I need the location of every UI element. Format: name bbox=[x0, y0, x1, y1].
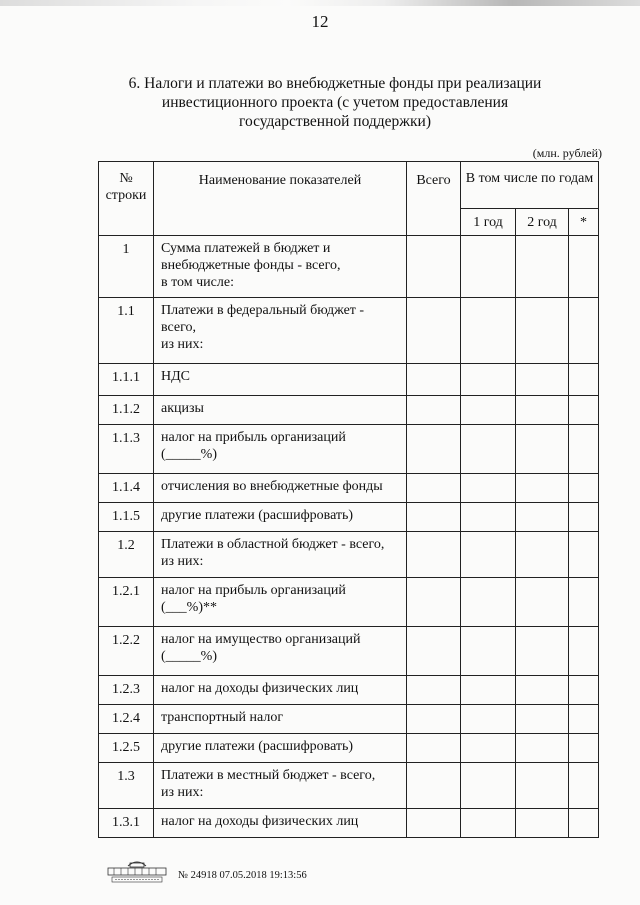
row-number: 1.2.3 bbox=[99, 676, 154, 705]
star-cell[interactable] bbox=[569, 578, 599, 627]
indicator-name-line: акцизы bbox=[161, 401, 204, 416]
year-1-cell[interactable] bbox=[461, 236, 516, 298]
year-1-cell[interactable] bbox=[461, 364, 516, 396]
year-2-cell[interactable] bbox=[516, 364, 569, 396]
year-2-cell[interactable] bbox=[516, 425, 569, 474]
year-2-cell[interactable] bbox=[516, 578, 569, 627]
row-number: 1.2 bbox=[99, 532, 154, 578]
indicator-name bbox=[154, 474, 407, 503]
table-row bbox=[99, 396, 599, 425]
table-row bbox=[99, 627, 599, 676]
table-row bbox=[99, 236, 599, 298]
indicator-name-line: другие платежи (расшифровать) bbox=[161, 508, 354, 523]
indicator-name-line: отчисления во внебюджетные фонды bbox=[161, 479, 383, 494]
total-cell[interactable] bbox=[407, 236, 461, 298]
star-cell[interactable] bbox=[569, 532, 599, 578]
total-cell[interactable] bbox=[407, 676, 461, 705]
indicator-name bbox=[154, 396, 407, 425]
star-cell[interactable] bbox=[569, 474, 599, 503]
indicator-name-line: (_____%) bbox=[161, 649, 217, 664]
row-number: 1.2.1 bbox=[99, 578, 154, 627]
year-2-cell[interactable] bbox=[516, 503, 569, 532]
star-cell[interactable] bbox=[569, 503, 599, 532]
year-2-cell[interactable] bbox=[516, 298, 569, 364]
indicator-name-line: налог на доходы физических лиц bbox=[161, 814, 359, 829]
indicator-name-line: из них: bbox=[161, 554, 204, 569]
indicator-name-line: другие платежи (расшифровать) bbox=[161, 739, 354, 754]
indicator-name-line: (___%)** bbox=[161, 600, 217, 615]
indicator-name bbox=[154, 236, 407, 298]
table-row bbox=[99, 503, 599, 532]
total-cell[interactable] bbox=[407, 364, 461, 396]
year-1-cell[interactable] bbox=[461, 705, 516, 734]
year-1-cell[interactable] bbox=[461, 532, 516, 578]
star-cell[interactable] bbox=[569, 627, 599, 676]
table-row bbox=[99, 676, 599, 705]
indicator-name bbox=[154, 705, 407, 734]
year-2-cell[interactable] bbox=[516, 809, 569, 838]
indicator-name-line: (_____%) bbox=[161, 447, 217, 462]
total-cell[interactable] bbox=[407, 532, 461, 578]
year-2-cell[interactable] bbox=[516, 474, 569, 503]
taxes-table bbox=[98, 161, 599, 838]
star-cell[interactable] bbox=[569, 425, 599, 474]
indicator-name bbox=[154, 364, 407, 396]
indicator-name-line: Платежи в федеральный бюджет - bbox=[161, 303, 365, 318]
table-row bbox=[99, 364, 599, 396]
page-number: 12 bbox=[311, 12, 329, 31]
total-cell[interactable] bbox=[407, 627, 461, 676]
year-1-cell[interactable] bbox=[461, 809, 516, 838]
year-1-cell[interactable] bbox=[461, 396, 516, 425]
indicator-name bbox=[154, 578, 407, 627]
year-1-cell[interactable] bbox=[461, 734, 516, 763]
registry-stamp-icon bbox=[106, 856, 168, 884]
year-1-cell[interactable] bbox=[461, 503, 516, 532]
total-cell[interactable] bbox=[407, 734, 461, 763]
scan-edge bbox=[0, 0, 640, 6]
total-cell[interactable] bbox=[407, 705, 461, 734]
year-1-cell[interactable] bbox=[461, 298, 516, 364]
header-star: * bbox=[569, 209, 599, 236]
indicator-name bbox=[154, 676, 407, 705]
star-cell[interactable] bbox=[569, 236, 599, 298]
row-number: 1.3.1 bbox=[99, 809, 154, 838]
star-cell[interactable] bbox=[569, 734, 599, 763]
star-cell[interactable] bbox=[569, 364, 599, 396]
indicator-name-line: налог на доходы физических лиц bbox=[161, 681, 359, 696]
year-2-cell[interactable] bbox=[516, 676, 569, 705]
indicator-name bbox=[154, 763, 407, 809]
row-number: 1.1.2 bbox=[99, 396, 154, 425]
header-name: Наименование показателей bbox=[154, 162, 407, 236]
total-cell[interactable] bbox=[407, 809, 461, 838]
total-cell[interactable] bbox=[407, 298, 461, 364]
star-cell[interactable] bbox=[569, 763, 599, 809]
indicator-name bbox=[154, 809, 407, 838]
table-row bbox=[99, 705, 599, 734]
title-line: 6. Налоги и платежи во внебюджетные фонды при реализации bbox=[128, 75, 542, 92]
indicator-name bbox=[154, 425, 407, 474]
indicator-name bbox=[154, 503, 407, 532]
header-row-no: № строки bbox=[99, 162, 154, 236]
year-2-cell[interactable] bbox=[516, 236, 569, 298]
table-row bbox=[99, 578, 599, 627]
total-cell[interactable] bbox=[407, 425, 461, 474]
year-2-cell[interactable] bbox=[516, 734, 569, 763]
row-number: 1.3 bbox=[99, 763, 154, 809]
indicator-name-line: налог на прибыль организаций bbox=[161, 583, 346, 598]
header-year-1: 1 год bbox=[461, 209, 516, 236]
indicator-name-line: налог на прибыль организаций bbox=[161, 430, 346, 445]
year-1-cell[interactable] bbox=[461, 425, 516, 474]
star-cell[interactable] bbox=[569, 676, 599, 705]
indicator-name-line: Платежи в местный бюджет - всего, bbox=[161, 768, 376, 783]
row-number: 1 bbox=[99, 236, 154, 298]
indicator-name bbox=[154, 734, 407, 763]
title-line: инвестиционного проекта (с учетом предоставления bbox=[161, 94, 509, 111]
year-1-cell[interactable] bbox=[461, 676, 516, 705]
table-body bbox=[99, 236, 599, 838]
footer bbox=[0, 856, 640, 896]
year-1-cell[interactable] bbox=[461, 578, 516, 627]
registration-number: № 24918 07.05.2018 19:13:56 bbox=[178, 870, 307, 881]
indicator-name bbox=[154, 532, 407, 578]
indicator-name-line: налог на имущество организаций bbox=[161, 632, 361, 647]
indicator-name-line: всего, bbox=[161, 320, 197, 335]
table-row bbox=[99, 532, 599, 578]
unit-label: (млн. рублей) bbox=[532, 146, 602, 160]
total-cell[interactable] bbox=[407, 763, 461, 809]
year-2-cell[interactable] bbox=[516, 396, 569, 425]
table-row bbox=[99, 763, 599, 809]
year-1-cell[interactable] bbox=[461, 474, 516, 503]
header-total: Всего bbox=[407, 162, 461, 236]
indicator-name-line: из них: bbox=[161, 785, 204, 800]
indicator-name-line: транспортный налог bbox=[161, 710, 284, 725]
table-row bbox=[99, 425, 599, 474]
year-2-cell[interactable] bbox=[516, 763, 569, 809]
total-cell[interactable] bbox=[407, 503, 461, 532]
row-number: 1.2.2 bbox=[99, 627, 154, 676]
table-row bbox=[99, 474, 599, 503]
row-number: 1.1.5 bbox=[99, 503, 154, 532]
total-cell[interactable] bbox=[407, 578, 461, 627]
page-title bbox=[120, 74, 550, 131]
header-years-group: В том числе по годам bbox=[461, 162, 599, 209]
indicator-name bbox=[154, 298, 407, 364]
indicator-name-line: из них: bbox=[161, 337, 204, 352]
star-cell[interactable] bbox=[569, 705, 599, 734]
year-1-cell[interactable] bbox=[461, 627, 516, 676]
indicator-name bbox=[154, 627, 407, 676]
row-number: 1.2.5 bbox=[99, 734, 154, 763]
row-number: 1.1.4 bbox=[99, 474, 154, 503]
row-number: 1.1.3 bbox=[99, 425, 154, 474]
table-row bbox=[99, 809, 599, 838]
year-2-cell[interactable] bbox=[516, 532, 569, 578]
row-number: 1.1 bbox=[99, 298, 154, 364]
title-line: государственной поддержки) bbox=[238, 113, 432, 130]
star-cell[interactable] bbox=[569, 298, 599, 364]
table-row bbox=[99, 734, 599, 763]
star-cell[interactable] bbox=[569, 809, 599, 838]
header-year-2: 2 год bbox=[516, 209, 569, 236]
indicator-name-line: Платежи в областной бюджет - всего, bbox=[161, 537, 385, 552]
year-2-cell[interactable] bbox=[516, 705, 569, 734]
total-cell[interactable] bbox=[407, 396, 461, 425]
table-row bbox=[99, 298, 599, 364]
indicator-name-line: внебюджетные фонды - всего, bbox=[161, 258, 341, 273]
total-cell[interactable] bbox=[407, 474, 461, 503]
indicator-name-line: Сумма платежей в бюджет и bbox=[161, 241, 331, 256]
indicator-name-line: в том числе: bbox=[161, 275, 234, 290]
year-2-cell[interactable] bbox=[516, 627, 569, 676]
indicator-name-line: НДС bbox=[161, 369, 190, 384]
row-number: 1.1.1 bbox=[99, 364, 154, 396]
year-1-cell[interactable] bbox=[461, 763, 516, 809]
star-cell[interactable] bbox=[569, 396, 599, 425]
row-number: 1.2.4 bbox=[99, 705, 154, 734]
